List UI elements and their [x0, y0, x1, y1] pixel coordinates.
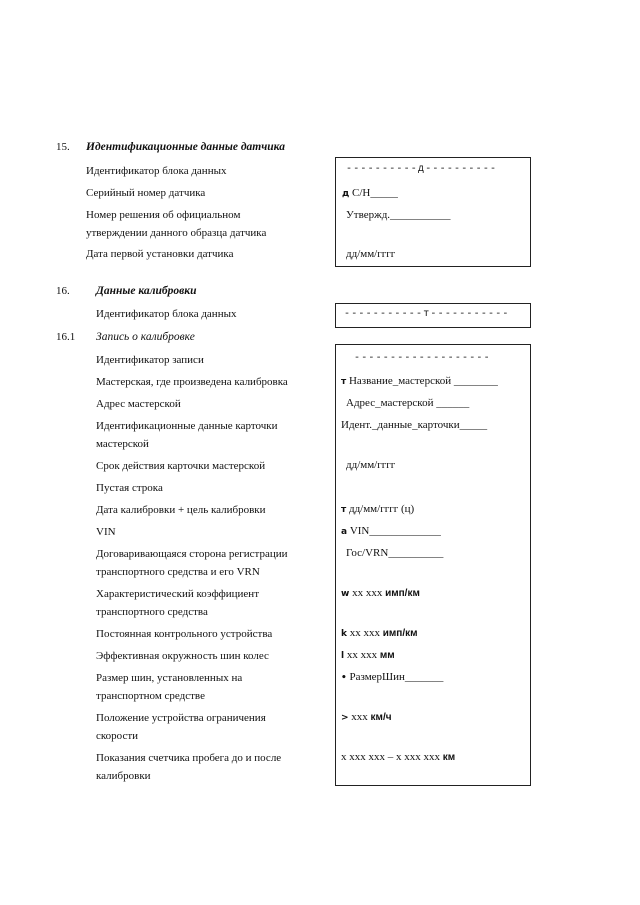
calibration-block-id-value: -----------т-----------: [344, 309, 510, 320]
l-mark: l: [341, 651, 345, 661]
sensor-block-id-value: ----------д----------: [346, 164, 498, 175]
label-empty-line: Пустая строка: [96, 482, 163, 494]
label-workshop: Мастерская, где произведена калибровка: [96, 376, 288, 388]
card-expiry-value: дд/мм/гггг: [346, 459, 396, 471]
section-16-number: 16.: [56, 285, 70, 297]
label-speed-limiter-line2: скорости: [96, 730, 139, 742]
calibration-date-value: т дд/мм/гггг (ц): [341, 503, 415, 515]
label-approval-line2: утверждении данного образца датчика: [86, 227, 267, 239]
vin-mark: а: [341, 527, 348, 537]
k-mark: k: [341, 629, 347, 639]
workshop-address-value: Адрес_мастерской ______: [346, 397, 470, 409]
calibration-block-id-box: [335, 303, 531, 328]
section-15-title: Идентификационные данные датчика: [86, 141, 285, 153]
workshop-mark: т: [341, 377, 347, 387]
record-id-value: -------------------: [354, 353, 491, 364]
label-vin: VIN: [96, 526, 116, 538]
label-record-id: Идентификатор записи: [96, 354, 204, 366]
sensor-data-box: [335, 157, 531, 267]
label-install-date: Дата первой установки датчика: [86, 248, 234, 260]
card-id-value: Идент._данные_карточки_____: [341, 419, 488, 431]
label-sensor-block-id: Идентификатор блока данных: [86, 165, 227, 177]
workshop-value: т Название_мастерской ________: [341, 375, 498, 387]
calibration-record-box: [335, 344, 531, 786]
section-15-number: 15.: [56, 141, 70, 153]
section-16-1-number: 16.1: [56, 331, 76, 343]
section-16-title: Данные калибровки: [96, 285, 197, 297]
label-approval-line1: Номер решения об официальном: [86, 209, 241, 221]
tyre-mark: •: [341, 673, 347, 683]
label-calibration-block-id: Идентификатор блока данных: [96, 308, 237, 320]
label-w-coefficient-line2: транспортного средства: [96, 606, 208, 618]
label-workshop-address: Адрес мастерской: [96, 398, 181, 410]
speed-mark: >: [341, 713, 349, 723]
k-constant-value: k хх ххх имп/км: [341, 627, 418, 639]
l-circumference-value: l хх ххх мм: [341, 649, 395, 661]
label-odometer-line1: Показания счетчика пробега до и после: [96, 752, 282, 764]
w-coefficient-value: w хх ххх имп/км: [341, 587, 420, 599]
label-card-id-line1: Идентификационные данные карточки: [96, 420, 278, 432]
label-k-constant: Постоянная контрольного устройства: [96, 628, 273, 640]
registration-value: Гос/VRN__________: [346, 547, 444, 559]
label-tyre-size-line2: транспортном средстве: [96, 690, 205, 702]
label-registration-party-line2: транспортного средства и его VRN: [96, 566, 260, 578]
label-card-expiry: Срок действия карточки мастерской: [96, 460, 266, 472]
w-mark: w: [341, 589, 350, 599]
sensor-serial-value: д С/Н_____: [342, 187, 398, 199]
sensor-approval-value: Утвержд.___________: [346, 209, 451, 221]
label-w-coefficient-line1: Характеристический коэффициент: [96, 588, 260, 600]
label-odometer-line2: калибровки: [96, 770, 151, 782]
label-speed-limiter-line1: Положение устройства ограничения: [96, 712, 266, 724]
sensor-install-date-value: дд/мм/гггг: [346, 248, 396, 260]
label-card-id-line2: мастерской: [96, 438, 149, 450]
label-calibration-date: Дата калибровки + цель калибровки: [96, 504, 266, 516]
tyre-size-value: • РазмерШин_______: [341, 671, 444, 683]
section-16-1-title: Запись о калибровке: [96, 331, 195, 343]
vin-value: а VIN_____________: [341, 525, 441, 537]
speed-limiter-value: > ххх км/ч: [341, 711, 392, 723]
label-tyre-size-line1: Размер шин, установленных на: [96, 672, 243, 684]
sensor-serial-mark: д: [342, 189, 350, 199]
calibration-date-mark: т: [341, 505, 347, 515]
label-sensor-serial: Серийный номер датчика: [86, 187, 206, 199]
label-l-circumference: Эффективная окружность шин колес: [96, 650, 269, 662]
odometer-value: х ххх ххх – х ххх ххх км: [341, 751, 456, 763]
label-registration-party-line1: Договаривающаяся сторона регистрации: [96, 548, 288, 560]
